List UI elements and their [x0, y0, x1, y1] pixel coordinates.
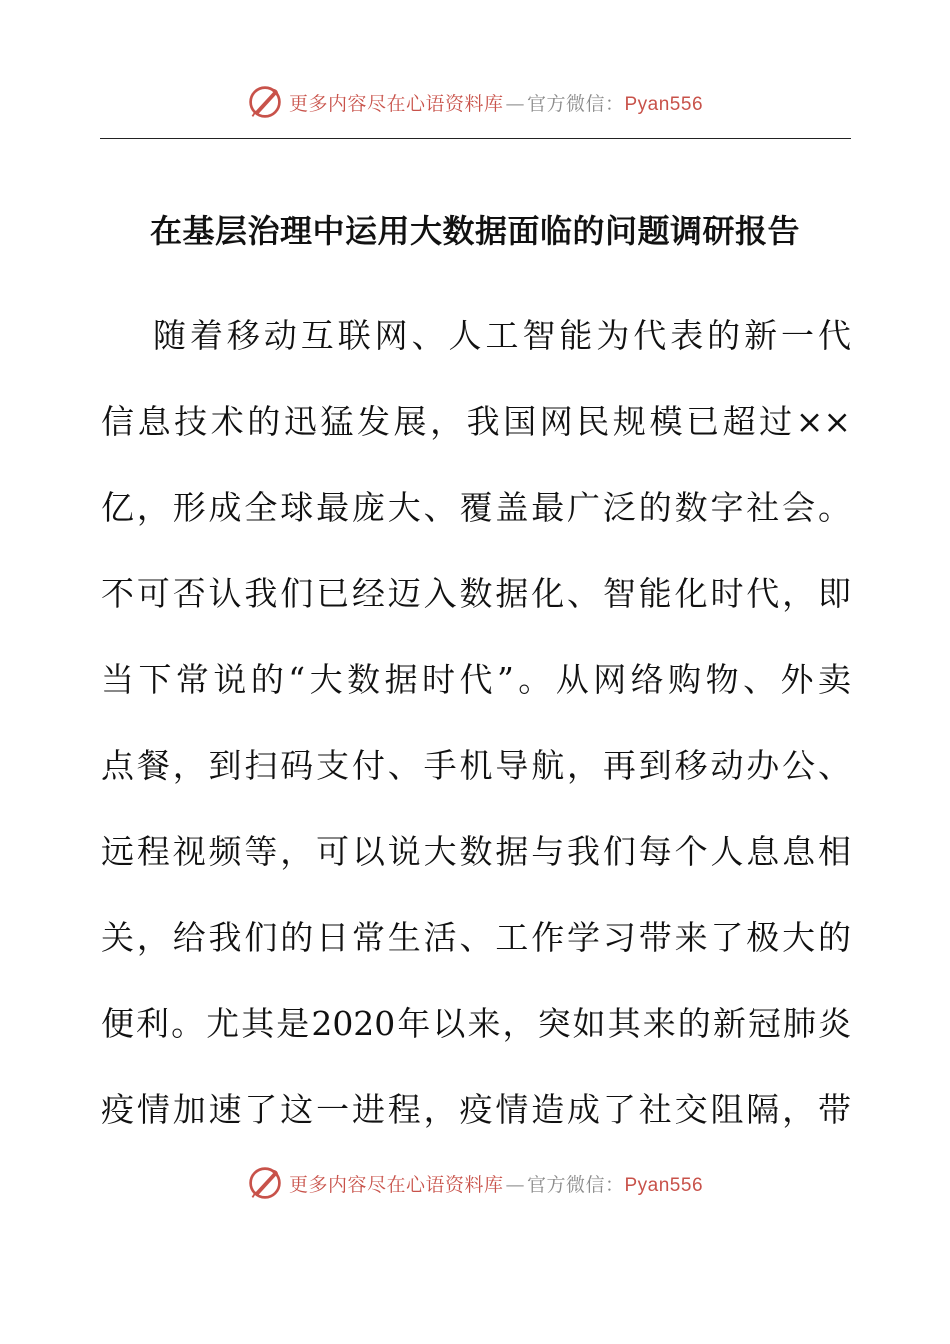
- header-banner: [0, 80, 950, 124]
- banner-wechat-id: Pyan556: [624, 1174, 704, 1196]
- paragraph-line: 亿，形成全球最庞大、覆盖最广泛的数字社会。: [101, 488, 851, 527]
- paragraph-line: 便利。尤其是2020年以来，突如其来的新冠肺炎: [101, 1004, 851, 1043]
- banner-separator: —: [505, 1173, 525, 1196]
- paragraph-line: 当下常说的“大数据时代”。从网络购物、外卖: [101, 660, 851, 699]
- banner-text: [289, 89, 703, 116]
- paragraph-line: 远程视频等，可以说大数据与我们每个人息息相: [101, 832, 851, 871]
- banner-main-text: 更多内容尽在心语资料库: [288, 1173, 504, 1196]
- quill-pen-logo-icon: [247, 1165, 283, 1201]
- paragraph-line: 疫情加速了这一进程，疫情造成了社交阻隔，带: [101, 1090, 851, 1129]
- banner-wechat-label: 官方微信：: [526, 1173, 625, 1196]
- document-title: 在基层治理中运用大数据面临的问题调研报告: [149, 212, 800, 250]
- paragraph-line: 随着移动互联网、人工智能为代表的新一代: [153, 316, 851, 355]
- header-divider: [100, 138, 851, 139]
- paragraph-line: 点餐，到扫码支付、手机导航，再到移动办公、: [101, 746, 851, 785]
- paragraph-line: 不可否认我们已经迈入数据化、智能化时代，即: [101, 574, 851, 613]
- footer-banner: [0, 1161, 950, 1205]
- banner-main-text: 更多内容尽在心语资料库: [288, 92, 504, 115]
- quill-pen-logo-icon: [247, 84, 283, 120]
- banner-text: [289, 1170, 703, 1197]
- banner-wechat-label: 官方微信：: [526, 92, 625, 115]
- document-paragraph: [101, 300, 851, 1160]
- paragraph-line: 关，给我们的日常生活、工作学习带来了极大的: [101, 918, 851, 957]
- banner-wechat-id: Pyan556: [624, 93, 704, 115]
- paragraph-line: 信息技术的迅猛发展，我国网民规模已超过××: [101, 402, 851, 441]
- banner-separator: —: [505, 92, 525, 115]
